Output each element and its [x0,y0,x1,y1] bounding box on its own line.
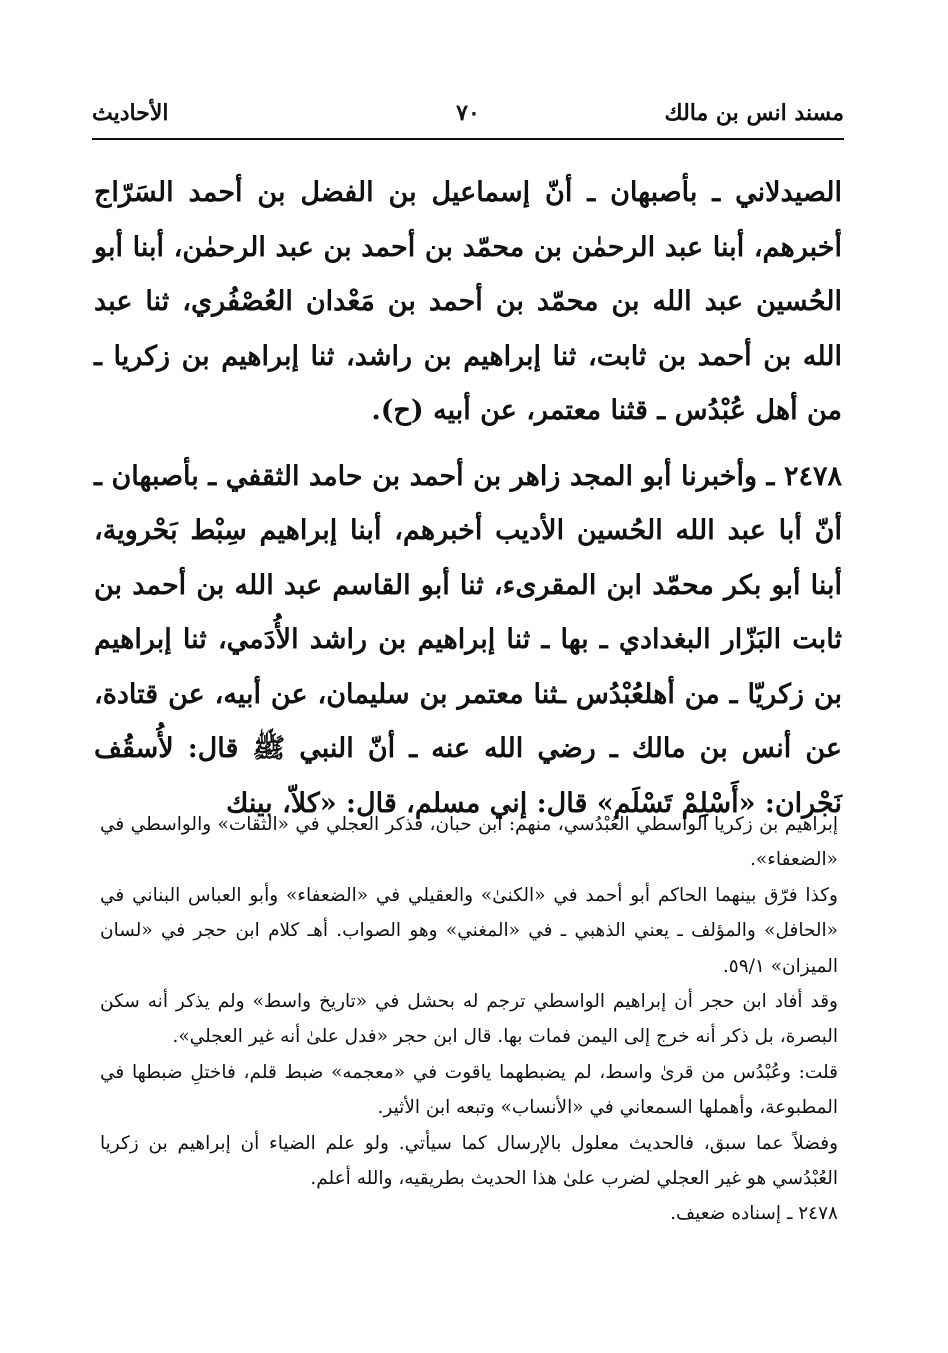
hadith-paragraph-continuation: الصيدلاني ـ بأصبهان ـ أنّ إسماعيل بن الفضل بن أحمد السَرّاج أخبرهم، أبنا عبد الرحمٰن بن محمّد بن أحمد بن عبد الرحمٰن، أبنا أبو الحُسين عبد الله بن محمّد بن أحمد بن مَعْدان العُصْفُري، ثنا عبد الله بن أحمد بن ثابت، ثنا إبراهيم بن راشد، ثنا إبراهيم بن زكريا ـ من أهل عُبْدُس ـ قثنا معتمر، عن أبيه (ح). [94,177,842,426]
footnote-paragraph: وفضلاً عما سبق، فالحديث معلول بالإرسال كما سيأتي. ولو علم الضياء أن إبراهيم بن زكريا العُبْدُسي هو غير العجلي لضرب علىٰ هذا الحديث بطريقيه، والله أعلم. [100,1132,838,1190]
section-title: الأحاديث [92,100,169,126]
header-divider [92,138,844,140]
page-number: ٧٠ [456,100,480,126]
footnote-paragraph: وقد أفاد ابن حجر أن إبراهيم الواسطي ترجم له بحشل في «تاريخ واسط» ولم يذكر أنه سكن البصرة، بل ذكر أنه خرج إلى اليمن فمات بها. قال ابن حجر «فدل علىٰ أنه غير العجلي». [100,991,838,1048]
running-head [92,100,844,136]
book-title: مسند انس بن مالك [664,100,844,126]
footnote-2478: ٢٤٧٨ ـ إسناده ضعيف. [670,1203,838,1225]
footnote-paragraph: وكذا فرّق بينهما الحاكم أبو أحمد في «الكنىٰ» والعقيلي في «الضعفاء» وأبو العباس البناني في «الحافل» والمؤلف ـ يعني الذهبي ـ في «المغني» وهو الصواب. أهـ كلام ابن حجر في «لسان الميزان» ٥٩/١. [100,884,838,977]
footnote-paragraph: إبراهيم بن زكريا الواسطي العُبْدُسي، منهم: ابن حبان، فذكر العجلي في «الثقات» والواسطي في «الضعفاء». [100,814,838,871]
footnote-paragraph: قلت: وعُبْدُس من قرىٰ واسط، لم يضبطهما ياقوت في «معجمه» ضبط قلم، فاختلِ ضبطها في المطبوعة، وأهملها السمعاني في «الأنساب» وتبعه ابن الأثير. [100,1061,838,1119]
hadith-paragraph-2478: ٢٤٧٨ ـ وأخبرنا أبو المجد زاهر بن أحمد بن حامد الثقفي ـ بأصبهان ـ أنّ أبا عبد الله الحُسين الأديب أخبرهم، أبنا إبراهيم سِبْط بَحْروية، أبنا أبو بكر محمّد ابن المقرىء، ثنا أبو القاسم عبد الله بن أحمد بن ثابت البَزّار البغدادي ـ بها ـ ثنا إبراهيم بن راشد الأُدَمي، ثنا إبراهيم بن زكريّا ـ من أهلعُبْدُس ـثنا معتمر بن سليمان، عن أبيه، عن قتادة، عن أنس بن مالك ـ رضي الله عنه ـ أنّ النبي ﷺ قال: لأُسقُف نَجْران: «أَسْلِمْ تَسْلَم» قال: إني مسلم، قال: «كلاّ، بينك [94,460,842,819]
main-text [94,166,842,831]
footnotes [100,807,838,1232]
